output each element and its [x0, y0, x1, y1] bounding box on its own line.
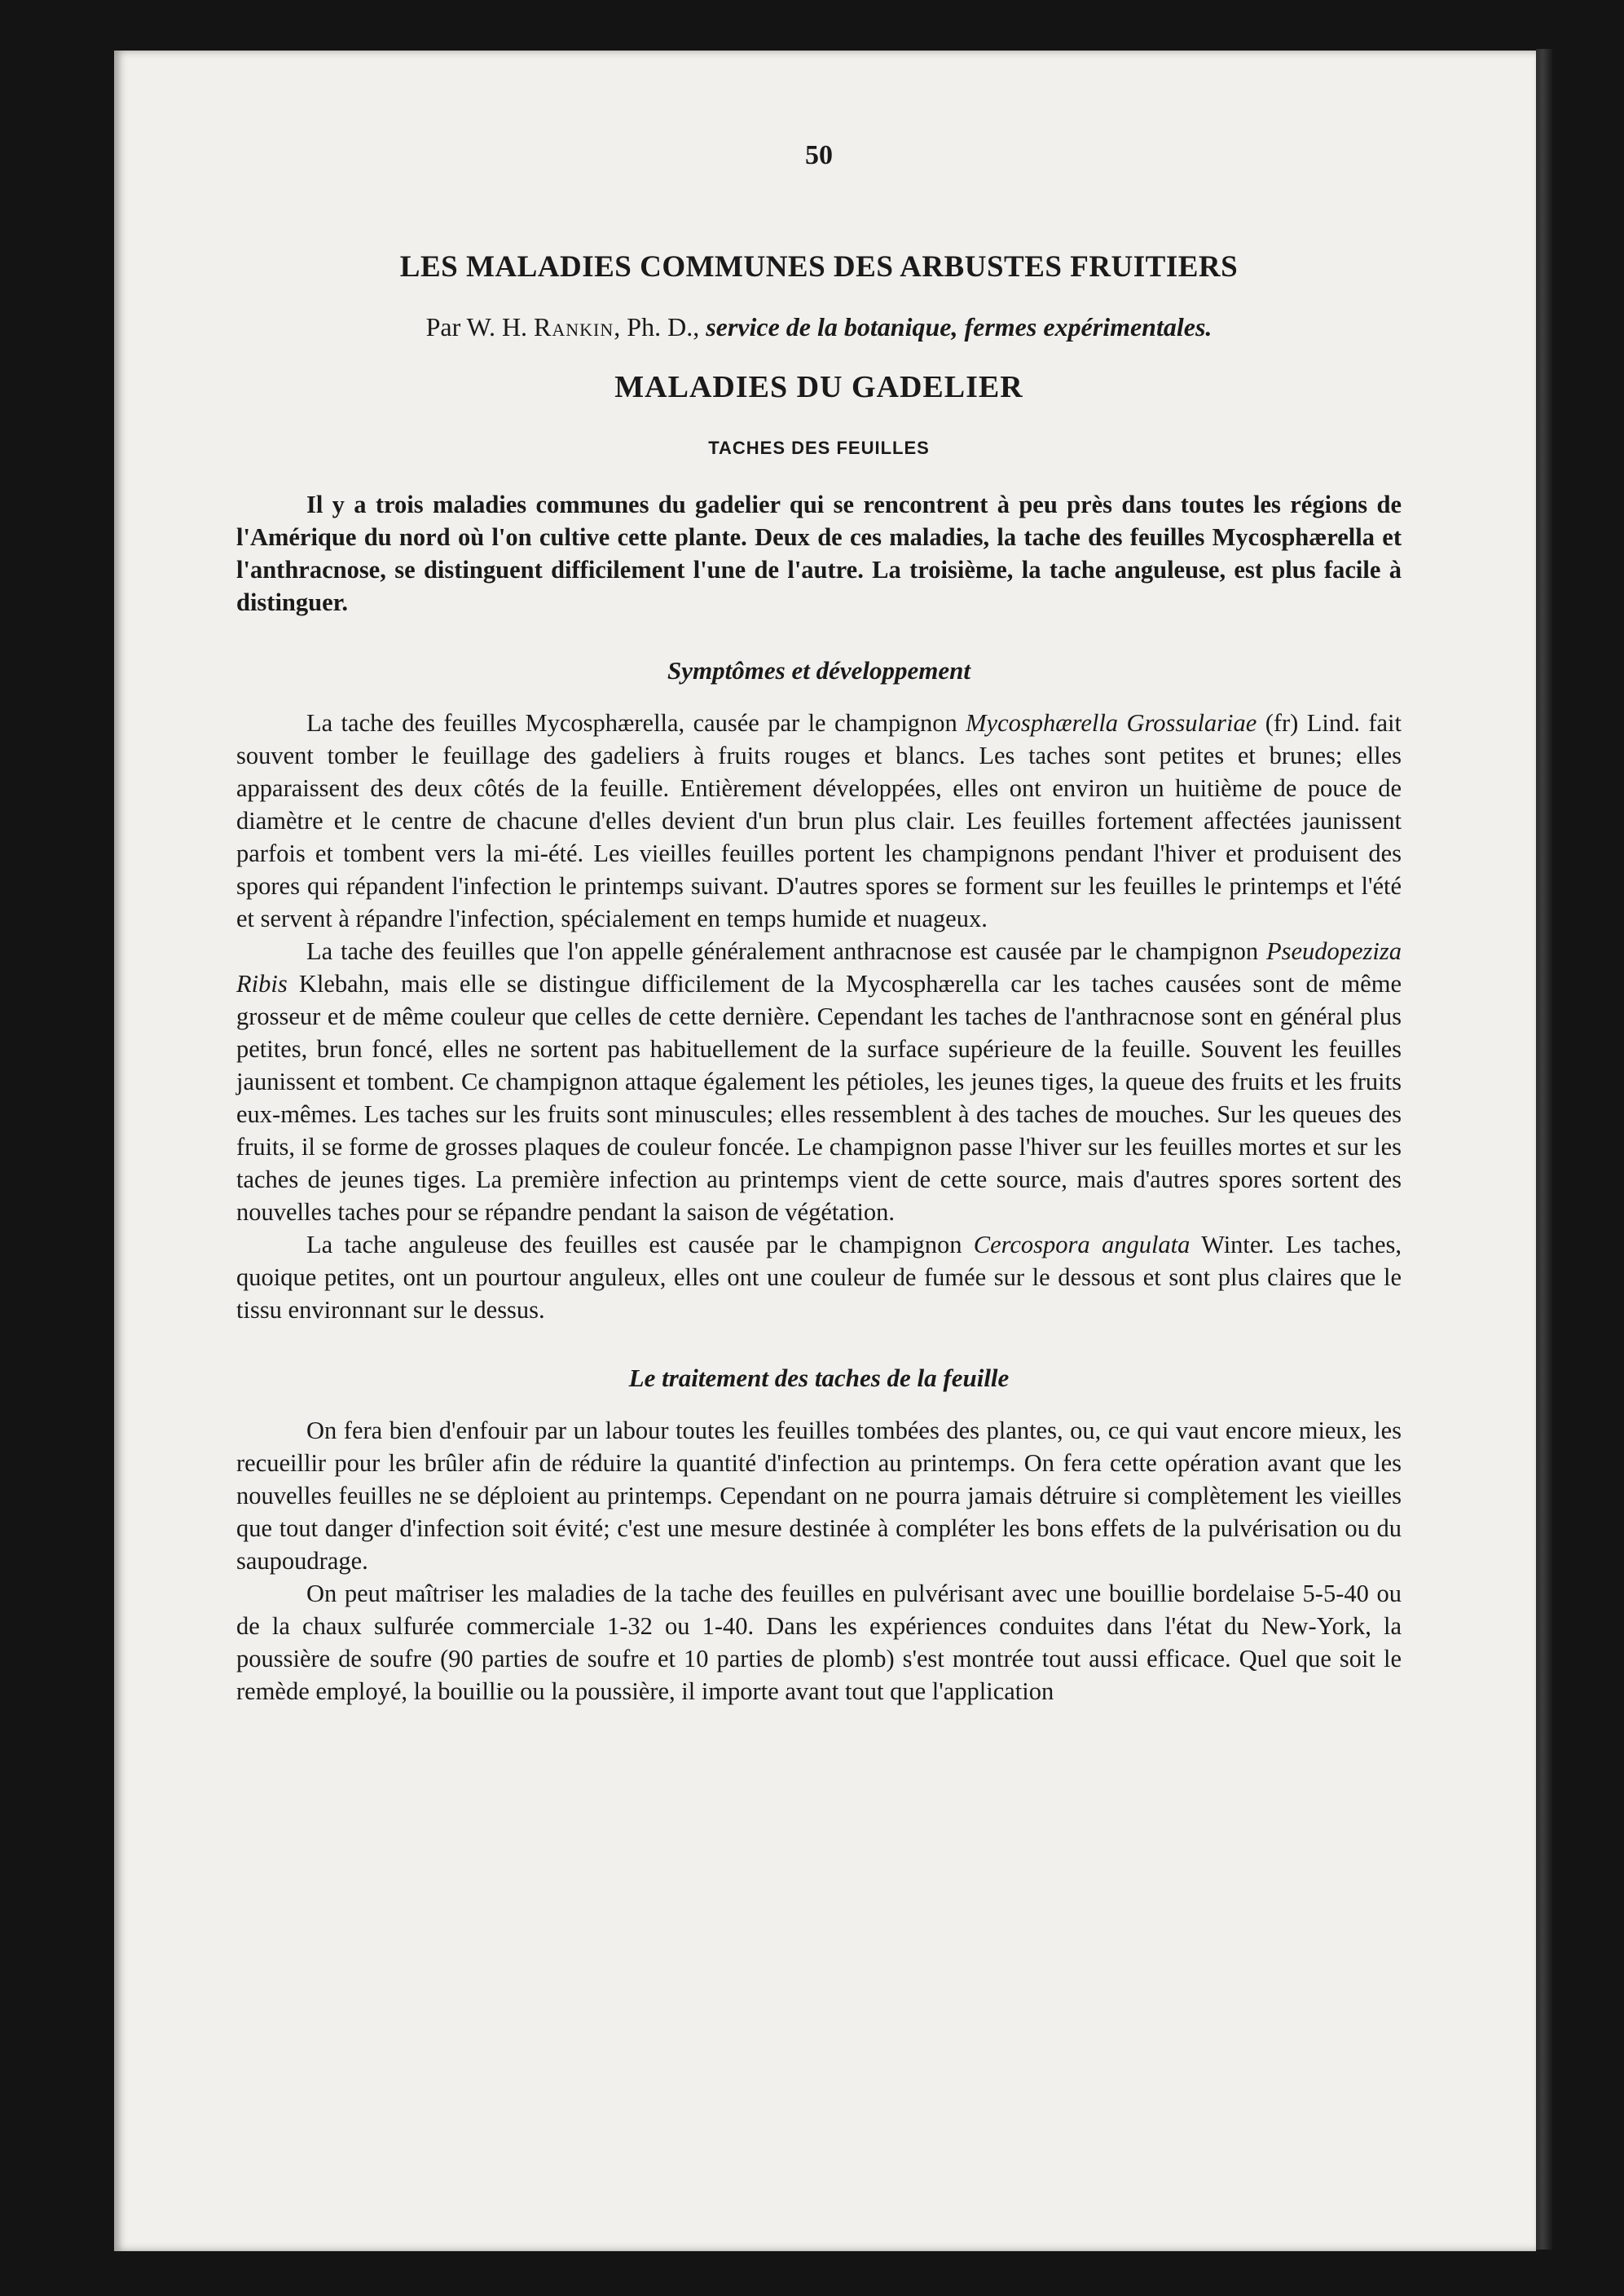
heading-treatment: Le traitement des taches de la feuille [628, 1364, 1010, 1392]
subsection-title: TACHES DES FEUILLES [708, 438, 930, 458]
species-pseudopeziza: Pseudopeziza Ribis [236, 937, 1402, 998]
section-title: MALADIES DU GADELIER [614, 370, 1023, 404]
symptoms-p2-text-a: La tache des feuilles que l'on appelle généralement anthracnose est causée par le champignon [306, 937, 1266, 965]
byline-author: Rankin [534, 312, 614, 342]
symptoms-p2-text-b: Klebahn, mais elle se distingue difficilement de la Mycosphærella car les taches causées sont de même grosseur et de même couleur que celles de cette dernière. Cependant les taches de l'anthracnose sont en général plus petites, brun foncé, elles ne sortent pas habituellement de la surface supérieure de la feuille. Souvent les feuilles jaunissent et tombent. Ce champignon attaque également les pétioles, les jeunes tiges, la queue des fruits et les fruits eux-mêmes. Les taches sur les fruits sont minuscules; elles ressemblent à des taches de mouches. Sur les queues des fruits, il se forme de grosses plaques de couleur foncée. Le champignon passe l'hiver sur les feuilles mortes et sur les taches de jeunes tiges. La première infection au printemps vient de cette source, mais d'autres spores sortent des nouvelles taches pour se répandre pendant la saison de végétation. [236, 970, 1402, 1226]
byline [236, 311, 1402, 343]
page-number: 50 [805, 140, 833, 170]
article-title: LES MALADIES COMMUNES DES ARBUSTES FRUITIERS [399, 250, 1239, 284]
symptoms-p1-text-b: (fr) Lind. fait souvent tomber le feuillage des gadeliers à fruits rouges et blancs. Les taches sont petites et brunes; elles apparaissent des deux côtés de la feuille. Entièrement développées, elles ont environ un huitième de pouce de diamètre et le centre de chacune d'elles devient d'un brun plus clair. Les feuilles fortement affectées jaunissent parfois et tombent vers la mi-été. Les vieilles feuilles portent les champignons pendant l'hiver et produisent des spores qui répandent l'infection le printemps suivant. D'autres spores se forment sur les feuilles le printemps et l'été et servent à répandre l'infection, spécialement en temps humide et nuageux. [236, 709, 1402, 932]
symptoms-p1-text-a: La tache des feuilles Mycosphærella, causée par le champignon [306, 709, 966, 737]
scan-edge-right [1536, 49, 1552, 2250]
byline-affiliation: service de la botanique, fermes expérimentales. [706, 312, 1212, 342]
species-mycosphaerella: Mycosphærella Grossulariae [966, 709, 1257, 737]
treatment-paragraph-2: On peut maîtriser les maladies de la tache des feuilles en pulvérisant avec une bouillie bordelaise 5-5-40 ou de la chaux sulfurée commerciale 1-32 ou 1-40. Dans les expériences conduites dans l'état du New-York, la poussière de soufre (90 parties de soufre et 10 parties de plomb) s'est montrée tout aussi efficace. Quel que soit le remède employé, la bouillie ou la poussière, il importe avant tout que l'application [236, 1580, 1402, 1705]
symptoms-paragraph-2 [236, 935, 1402, 1228]
treatment-paragraph-1: On fera bien d'enfouir par un labour toutes les feuilles tombées des plantes, ou, ce qui vaut encore mieux, les recueillir pour les brûler afin de réduire la quantité d'infection au printemps. On fera cette opération avant que les nouvelles feuilles ne se déploient au printemps. Cependant on ne pourra jamais détruire si complètement les vieilles que tout danger d'infection soit évité; c'est une mesure destinée à compléter les bons effets de la pulvérisation ou du saupoudrage. [236, 1417, 1402, 1575]
byline-degree: , Ph. D., [614, 312, 706, 342]
symptoms-p3-text-a: La tache anguleuse des feuilles est causée par le champignon [306, 1231, 974, 1258]
page-content [236, 140, 1402, 1708]
symptoms-p3-text-b: Winter. Les taches, quoique petites, ont un pourtour anguleux, elles ont une couleur de fumée sur le dessous et sont plus claires que le tissu environnant sur le dessus. [236, 1231, 1402, 1324]
document-page [114, 51, 1536, 2251]
byline-prefix: Par W. H. [425, 312, 535, 342]
intro-paragraph: Il y a trois maladies communes du gadelier qui se rencontrent à peu près dans toutes les régions de l'Amérique du nord où l'on cultive cette plante. Deux de ces maladies, la tache des feuilles Mycosphærella et l'anthracnose, se distinguent difficilement l'une de l'autre. La troisième, la tache anguleuse, est plus facile à distinguer. [236, 491, 1402, 616]
symptoms-paragraph-3 [236, 1228, 1402, 1326]
heading-symptoms: Symptômes et développement [667, 656, 970, 685]
symptoms-paragraph-1 [236, 707, 1402, 935]
species-cercospora: Cercospora angulata [973, 1231, 1190, 1258]
